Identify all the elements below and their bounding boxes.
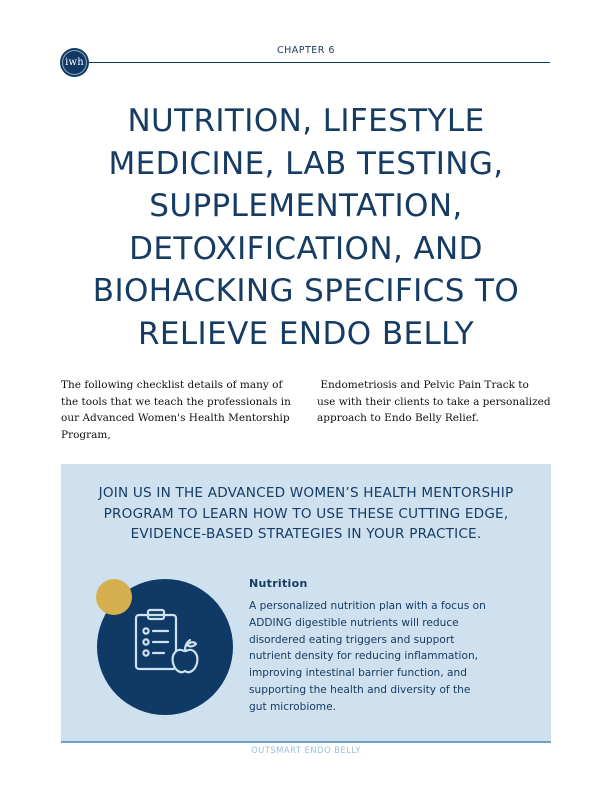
intro-line: our Advanced Women's Health Mentorship <box>61 412 290 424</box>
footer-label: OUTSMART ENDO BELLY <box>251 746 361 756</box>
callout-line: EVIDENCE-BASED STRATEGIES IN YOUR PRACTICE. <box>130 526 482 542</box>
page-title <box>70 100 542 355</box>
nutrition-line: gut microbiome. <box>249 700 337 713</box>
title-line: DETOXIFICATION, AND <box>129 230 483 267</box>
intro-left-column <box>61 377 301 443</box>
callout-line: PROGRAM TO LEARN HOW TO USE THESE CUTTING EDGE, <box>103 505 509 522</box>
nutrition-line: A personalized nutrition plan with a focus on <box>249 600 486 612</box>
logo-text: iwh <box>65 57 84 68</box>
intro-line: The following checklist details of many of <box>61 379 283 391</box>
nutrition-line: supporting the health and diversity of the <box>249 683 471 696</box>
intro-line: Endometriosis and Pelvic Pain Track to <box>317 379 529 391</box>
callout-line: JOIN US IN THE ADVANCED WOMEN’S HEALTH MENTORSHIP <box>98 485 514 501</box>
intro-line: the tools that we teach the professionals in <box>61 395 291 408</box>
nutrition-line: nutrient density for reducing inflammation, <box>249 650 479 663</box>
intro-line: use with their clients to take a personalized <box>317 395 551 408</box>
nutrition-heading: Nutrition <box>249 577 308 590</box>
chapter-label: CHAPTER 6 <box>277 45 335 56</box>
nutrition-line: disordered eating triggers and support <box>249 633 455 646</box>
title-line: NUTRITION, LIFESTYLE <box>127 103 485 139</box>
nutrition-description <box>249 598 521 716</box>
panel-bottom-rule <box>61 741 551 743</box>
clipboard-apple-icon <box>128 607 206 679</box>
intro-line: approach to Endo Belly Relief. <box>317 412 479 424</box>
title-line: RELIEVE ENDO BELLY <box>137 315 475 352</box>
header-rule <box>88 62 550 63</box>
mentorship-callout-heading <box>72 483 540 545</box>
intro-right-column <box>317 377 557 427</box>
title-line: MEDICINE, LAB TESTING, <box>108 145 504 182</box>
title-line: SUPPLEMENTATION, <box>149 188 463 224</box>
nutrition-line: ADDING digestible nutrients will reduce <box>249 616 459 629</box>
gold-circle-decoration <box>96 579 132 615</box>
nutrition-line: improving intestinal barrier function, and <box>249 667 467 680</box>
title-line: BIOHACKING SPECIFICS TO <box>92 273 520 309</box>
intro-line: Program, <box>61 428 111 441</box>
